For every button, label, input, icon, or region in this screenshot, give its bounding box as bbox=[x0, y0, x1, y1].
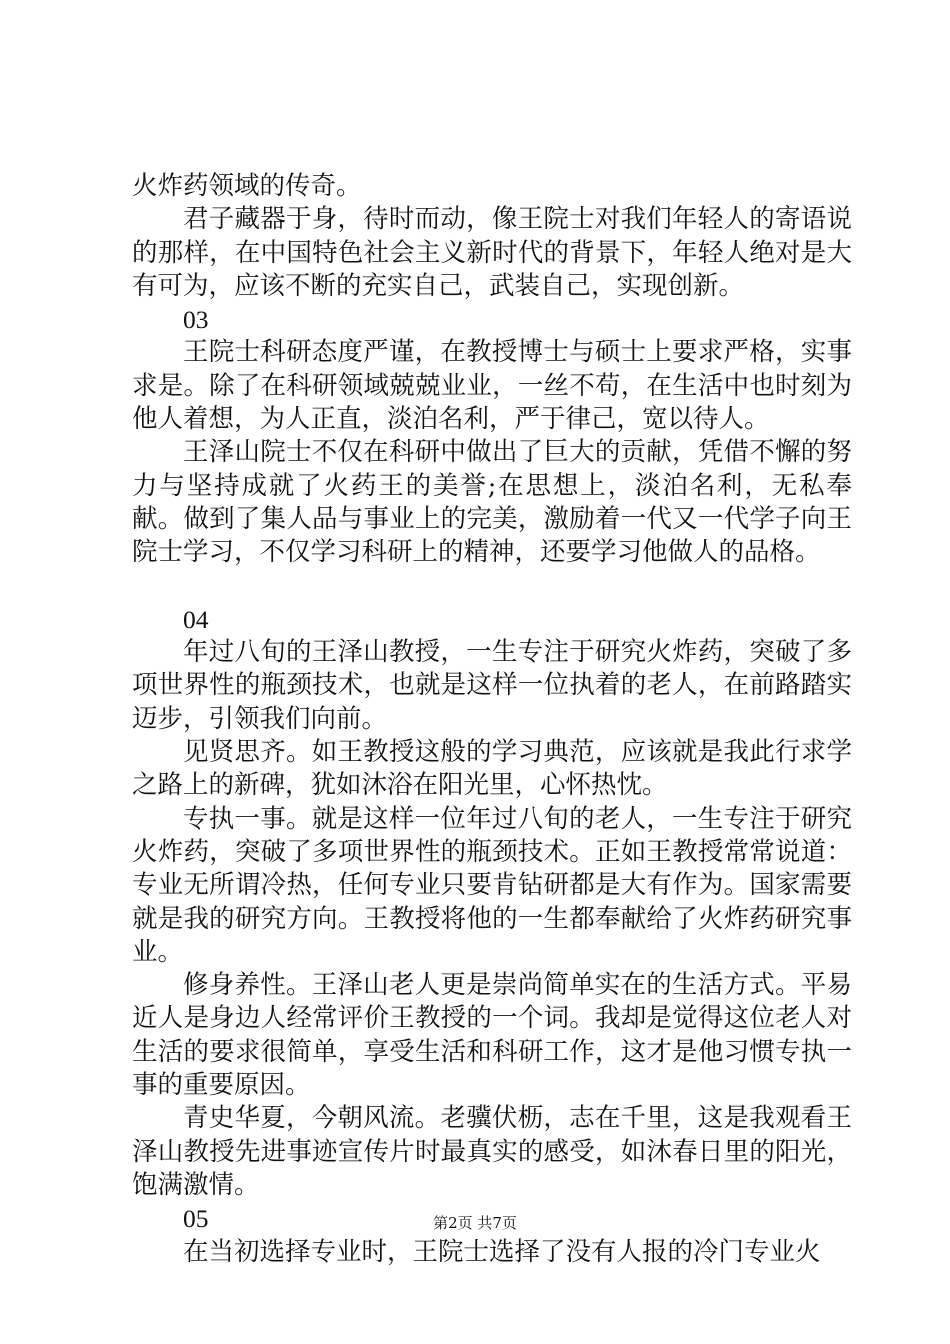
paragraph: 君子藏器于身，待时而动，像王院士对我们年轻人的寄语说的那样，在中国特色社会主义新时代的背景下，年轻人绝对是大有可为，应该不断的充实自己，武装自己，实现创新。 bbox=[132, 204, 852, 301]
section-number: 05 bbox=[183, 1204, 209, 1234]
paragraph: 王院士科研态度严谨，在教授博士与硕士上要求严格，实事求是。除了在科研领域兢兢业业，一丝不苟，在生活中也时刻为他人着想，为人正直，淡泊名利，严于律己，宽以待人。 bbox=[132, 337, 852, 435]
paragraph: 王泽山院士不仅在科研中做出了巨大的贡献，凭借不懈的努力与坚持成就了火药王的美誉;在思想上，淡泊名利，无私奉献。做到了集人品与事业上的完美，激励着一代又一代学子向王院士学习，不仅学习科研上的精神，还要学习他做人的品格。 bbox=[132, 437, 852, 568]
paragraph: 见贤思齐。如王教授这般的学习典范，应该就是我此行求学之路上的新碑，犹如沐浴在阳光里，心怀热忱。 bbox=[132, 737, 852, 801]
paragraph: 青史华夏，今朝风流。老骥伏枥，志在千里，这是我观看王泽山教授先进事迹宣传片时最真实的感受，如沐春日里的阳光，饱满激情。 bbox=[132, 1103, 852, 1200]
section-number: 03 bbox=[183, 305, 209, 335]
paragraph: 在当初选择专业时，王院士选择了没有人报的冷门专业火 bbox=[183, 1236, 821, 1267]
paragraph: 年过八旬的王泽山教授，一生专注于研究火炸药，突破了多项世界性的瓶颈技术，也就是这样一位执着的老人，在前路踏实迈步，引领我们向前。 bbox=[132, 637, 852, 734]
document-body bbox=[132, 170, 852, 1269]
paragraph: 专执一事。就是这样一位年过八旬的老人，一生专注于研究火炸药，突破了多项世界性的瓶颈技术。正如王教授常常说道：专业无所谓冷热，任何专业只要肯钻研都是大有作为。国家需要就是我的研究方向。王教授将他的一生都奉献给了火炸药研究事业。 bbox=[132, 803, 852, 967]
paragraph: 修身养性。王泽山老人更是崇尚简单实在的生活方式。平易近人是身边人经常评价王教授的一个词。我却是觉得这位老人对生活的要求很简单，享受生活和科研工作，这才是他习惯专执一事的重要原因。 bbox=[132, 970, 852, 1101]
paragraph: 火炸药领域的传奇。 bbox=[132, 171, 362, 201]
section-number: 04 bbox=[183, 604, 209, 634]
blank-line bbox=[132, 570, 852, 603]
page-footer: 第2页 共7页 bbox=[433, 1214, 517, 1232]
